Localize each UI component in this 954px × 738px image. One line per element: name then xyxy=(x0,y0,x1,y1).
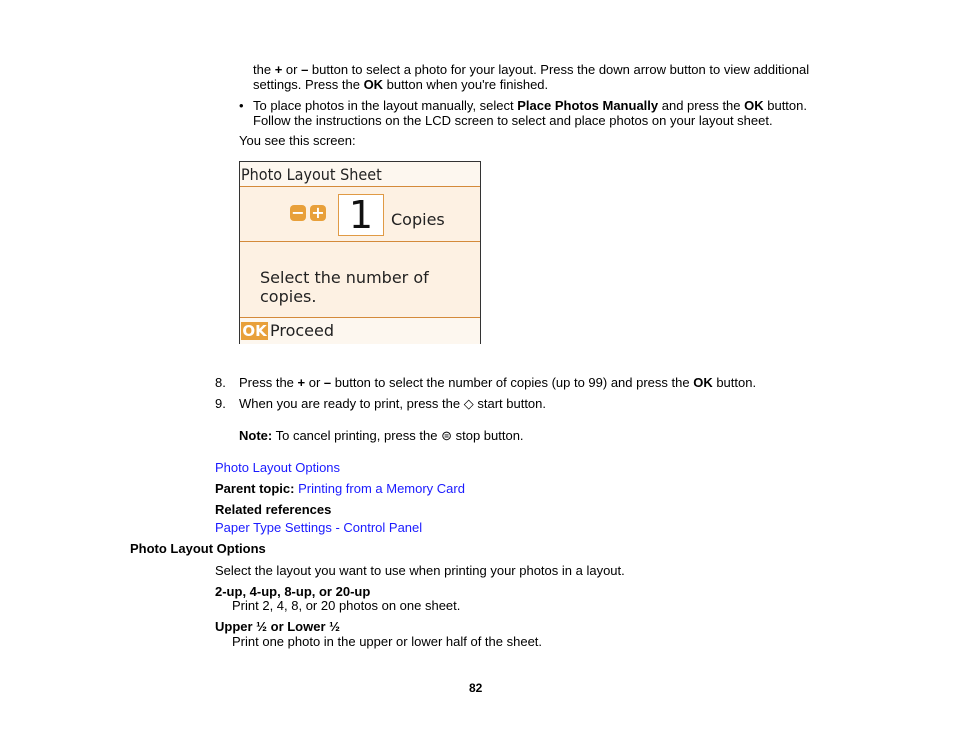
intro-line-2 xyxy=(253,77,548,92)
minus-key: – xyxy=(323,375,332,390)
term-2: Upper ½ or Lower ½ xyxy=(215,619,340,634)
step-number: 9. xyxy=(215,396,226,411)
lcd-screen-image xyxy=(239,161,481,344)
lcd-message: Select the number of copies. xyxy=(260,268,429,306)
text: button. xyxy=(763,98,807,113)
desc-2: Print one photo in the upper or lower half of the sheet. xyxy=(232,634,543,649)
text: To cancel printing, press the xyxy=(272,428,442,443)
section-heading: Photo Layout Options xyxy=(130,541,266,556)
plus-key: + xyxy=(297,375,306,390)
step-8-text xyxy=(239,375,756,390)
you-see-text: You see this screen: xyxy=(239,133,356,148)
lcd-title: Photo Layout Sheet xyxy=(240,162,480,187)
text: button when you're finished. xyxy=(383,77,549,92)
text: and press the xyxy=(658,98,745,113)
stop-icon: ⊜ xyxy=(441,428,452,443)
section-intro: Select the layout you want to use when printing your photos in a layout. xyxy=(215,563,625,578)
step-9-text xyxy=(239,396,546,411)
text: button. xyxy=(712,375,757,390)
lcd-footer xyxy=(240,317,480,344)
lcd-copies-row xyxy=(240,188,480,242)
text: the xyxy=(253,62,275,77)
text: Press the xyxy=(239,375,298,390)
plus-icon: + xyxy=(311,203,325,222)
parent-topic xyxy=(215,481,465,496)
parent-topic-link[interactable]: Printing from a Memory Card xyxy=(298,481,465,496)
ok-key: OK xyxy=(744,98,764,113)
text: To place photos in the layout manually, select xyxy=(253,98,518,113)
ok-key: OK xyxy=(363,77,384,92)
related-references-label: Related references xyxy=(215,502,332,517)
term-1: 2-up, 4-up, 8-up, or 20-up xyxy=(215,584,371,599)
intro-line-1 xyxy=(253,62,809,77)
page-number: 82 xyxy=(469,681,483,695)
bullet-line-2: Follow the instructions on the LCD screen to select and place photos on your layout sheet. xyxy=(253,113,773,128)
desc-1: Print 2, 4, 8, or 20 photos on one sheet. xyxy=(232,598,461,613)
bullet-line-1 xyxy=(253,98,807,113)
copies-value: 1 xyxy=(338,194,384,236)
bullet-marker: • xyxy=(239,98,244,113)
minus-icon: − xyxy=(291,203,305,222)
start-icon: ◇ xyxy=(463,396,474,411)
text: When you are ready to print, press the xyxy=(239,396,464,411)
step-number: 8. xyxy=(215,375,226,390)
ok-badge-icon: OK xyxy=(242,322,267,340)
photo-layout-options-link[interactable]: Photo Layout Options xyxy=(215,460,341,475)
proceed-label: Proceed xyxy=(270,321,335,340)
copies-label: Copies xyxy=(391,210,445,229)
text: button to select a photo for your layout. Press the down arrow button to view additional xyxy=(308,62,810,77)
plus-key: + xyxy=(274,62,283,77)
paper-type-settings-link[interactable]: Paper Type Settings - Control Panel xyxy=(215,520,423,535)
text: or xyxy=(305,375,324,390)
parent-topic-label: Parent topic: xyxy=(215,481,295,496)
minus-key: – xyxy=(301,62,309,77)
menu-option: Place Photos Manually xyxy=(517,98,659,113)
text: or xyxy=(282,62,302,77)
text: button to select the number of copies (up to 99) and press the xyxy=(331,375,694,390)
text: start button. xyxy=(473,396,546,411)
note-label: Note: xyxy=(239,428,273,443)
note xyxy=(239,428,524,443)
text: settings. Press the xyxy=(253,77,364,92)
ok-key: OK xyxy=(693,375,713,390)
text: stop button. xyxy=(451,428,524,443)
